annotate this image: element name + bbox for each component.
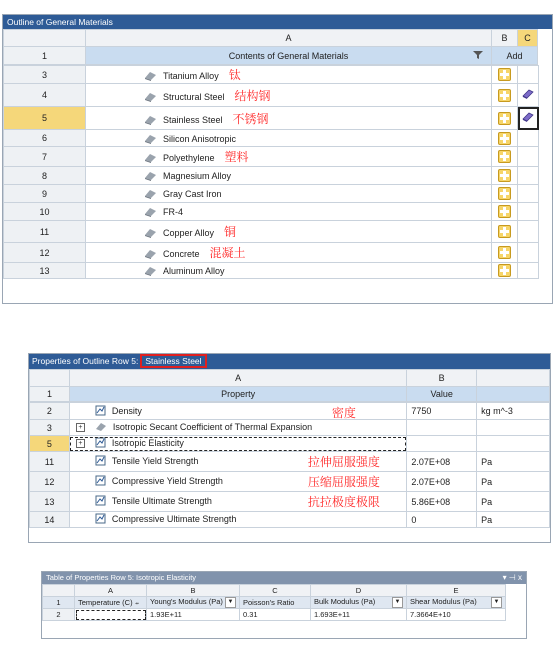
row-number: 2 [43,609,75,621]
source-cell[interactable] [518,243,539,263]
material-row[interactable] [4,263,539,279]
material-name-cell[interactable] [86,66,492,84]
youngs-modulus-label: Young's Modulus (Pa) [150,597,223,606]
row-number: 2 [30,403,70,420]
row-number: 1 [30,387,70,402]
property-name-cell[interactable] [69,452,406,472]
add-icon[interactable] [498,89,511,102]
material-name: Gray Cast Iron [163,189,222,200]
sort-icon[interactable]: ⍆ [134,597,140,607]
material-icon [144,265,157,278]
property-icon [95,495,106,508]
material-name-cell[interactable] [86,221,492,243]
property-name: Compressive Yield Strength [111,475,223,486]
add-to-project-cell[interactable] [492,203,518,221]
property-name-cell[interactable] [69,403,406,420]
row-number: 7 [4,147,86,167]
column-header-row [4,30,538,47]
material-row[interactable] [4,243,539,263]
property-icon [95,405,106,418]
property-icon [95,455,106,468]
youngs-modulus-cell[interactable]: 1.93E+11 [147,609,240,621]
chinese-annotation: 混凝土 [209,246,246,261]
row-number: 1 [4,47,86,65]
material-name: Magnesium Alloy [163,171,232,182]
book-icon[interactable] [522,89,534,102]
properties-title [29,354,550,369]
chinese-annotation: 铜 [224,225,237,240]
add-to-project-cell[interactable] [492,167,518,185]
add-icon[interactable] [498,187,511,200]
material-name: Aluminum Alloy [163,266,225,277]
property-name-cell[interactable] [69,436,406,452]
bulk-modulus-label: Bulk Modulus (Pa) [314,597,376,606]
properties-title-material: Stainless Steel [140,354,206,368]
property-row[interactable] [30,472,550,492]
material-name-cell[interactable] [86,107,492,130]
temperature-header-label: Temperature (C) [78,597,133,607]
property-icon [95,437,106,450]
material-row[interactable] [4,203,539,221]
properties-column-header-row [30,370,550,387]
row-number: 11 [30,452,70,472]
property-name-cell[interactable] [69,492,406,512]
property-row[interactable] [30,436,550,452]
material-name-cell[interactable] [86,243,492,263]
row-number: 5 [30,436,70,452]
source-cell[interactable] [518,66,539,84]
material-name-cell[interactable] [86,185,492,203]
filter-icon[interactable] [473,50,483,62]
material-icon [144,248,157,261]
material-name: Polyethylene [163,153,215,164]
properties-title-prefix: Properties of Outline Row 5: [32,356,139,366]
source-cell[interactable] [518,221,539,243]
add-icon[interactable] [498,225,511,238]
row-number: 9 [4,185,86,203]
elasticity-title-text: Table of Properties Row 5: Isotropic Elasticity [46,573,197,582]
chinese-annotation: 压缩屈服强度 [307,475,380,489]
elasticity-header-row [43,597,506,609]
row-number: 12 [30,472,70,492]
material-name-cell[interactable] [86,130,492,147]
shear-modulus-label: Shear Modulus (Pa) [410,597,477,606]
property-icon [95,513,106,526]
row-number: 14 [30,512,70,528]
row-number: 3 [4,66,86,84]
material-row[interactable] [4,107,539,130]
property-value-cell[interactable]: 5.86E+08 [407,492,477,512]
property-unit-cell[interactable]: Pa [477,512,550,528]
temperature-cell[interactable] [75,609,147,621]
chinese-annotation: 钛 [228,68,241,82]
chevron-down-icon[interactable]: ▼ [225,597,236,608]
property-row[interactable] [30,403,550,420]
property-name: Isotropic Secant Coefficient of Thermal Expansion [112,421,313,432]
material-name-cell[interactable] [86,263,492,279]
property-unit-cell[interactable]: Pa [477,492,550,512]
property-unit-cell[interactable]: Pa [477,472,550,492]
column-header-c[interactable]: C [240,585,311,597]
row-number: 11 [4,221,86,243]
properties-table [29,369,550,402]
row-number: 13 [4,263,86,279]
material-icon [144,114,157,127]
outline-table [3,29,538,65]
corner-cell [30,370,70,387]
properties-body [29,402,550,528]
material-row[interactable] [4,66,539,84]
material-name: Stainless Steel [163,114,223,125]
source-cell[interactable] [518,84,539,107]
column-header-c [477,370,550,387]
chinese-annotation: 密度 [331,406,356,420]
outline-panel [2,14,553,304]
row-number: 6 [4,130,86,147]
book-icon[interactable] [522,112,534,125]
property-name: Tensile Ultimate Strength [111,495,212,506]
property-unit-cell[interactable]: kg m^-3 [477,403,550,420]
properties-panel [28,353,551,543]
material-name-cell[interactable] [86,167,492,185]
add-to-project-cell[interactable] [492,243,518,263]
property-value-cell[interactable] [407,436,477,452]
bulk-modulus-cell[interactable]: 1.693E+11 [311,609,407,621]
material-name: Silicon Anisotropic [163,133,237,144]
add-to-project-cell[interactable] [492,107,518,130]
material-row[interactable] [4,167,539,185]
property-name: Isotropic Elasticity [111,437,184,448]
material-row[interactable] [4,130,539,147]
corner-cell [4,30,86,47]
elasticity-panel [41,571,527,639]
elasticity-table [42,584,506,621]
property-name: Tensile Yield Strength [111,455,199,466]
add-to-project-cell[interactable] [492,263,518,279]
source-cell[interactable] [518,130,539,147]
source-cell[interactable] [518,203,539,221]
source-cell[interactable] [518,107,539,130]
property-row[interactable] [30,512,550,528]
corner-cell [43,585,75,597]
chinese-annotation: 不锈钢 [232,111,269,126]
source-cell[interactable] [518,263,539,279]
chevron-down-icon[interactable]: ▼ [491,597,502,608]
shear-modulus-cell[interactable]: 7.3664E+10 [407,609,506,621]
poissons-ratio-header: Poisson's Ratio [240,597,311,609]
elasticity-column-header-row [43,585,506,597]
material-icon [144,133,157,146]
add-icon[interactable] [498,132,511,145]
material-icon [144,188,157,201]
material-icon [144,70,157,83]
properties-header-row [30,387,550,402]
row-number: 5 [4,107,86,130]
row-number: 10 [4,203,86,221]
outline-title: Outline of General Materials [3,15,552,29]
material-icon [144,152,157,165]
material-icon [144,170,157,183]
property-unit-cell[interactable]: Pa [477,452,550,472]
property-header: Property [69,387,406,402]
property-icon [95,421,107,434]
property-row[interactable] [30,420,550,436]
property-unit-cell[interactable] [477,420,550,436]
property-name-cell[interactable] [69,472,406,492]
material-row[interactable] [4,221,539,243]
add-icon[interactable] [498,68,511,81]
property-unit-cell[interactable] [477,436,550,452]
add-icon[interactable] [498,205,511,218]
source-cell[interactable] [518,185,539,203]
source-cell[interactable] [518,167,539,185]
add-to-project-cell[interactable] [492,84,518,107]
add-icon[interactable] [498,112,511,125]
chinese-annotation: 结构钢 [234,88,271,103]
row-number: 3 [30,420,70,436]
material-name: FR-4 [163,207,183,218]
property-value-cell[interactable]: 2.07E+08 [407,472,477,492]
column-header-b[interactable]: B [407,370,477,387]
poissons-ratio-cell[interactable]: 0.31 [240,609,311,621]
add-to-project-cell[interactable] [492,147,518,167]
add-to-project-cell[interactable] [492,221,518,243]
value-header: Value [407,387,477,402]
source-cell[interactable] [518,147,539,167]
property-name-cell[interactable] [69,420,406,436]
add-to-project-cell[interactable] [492,66,518,84]
expand-icon[interactable]: + [76,439,85,448]
column-header-a[interactable]: A [69,370,406,387]
material-name: Concrete [163,249,200,260]
add-icon[interactable] [498,169,511,182]
add-to-project-cell[interactable] [492,185,518,203]
material-name-cell[interactable] [86,147,492,167]
add-icon[interactable] [498,246,511,259]
property-name: Compressive Ultimate Strength [111,513,237,524]
material-row[interactable] [4,147,539,167]
row-number: 1 [43,597,75,609]
add-icon[interactable] [498,150,511,163]
property-value-cell[interactable]: 2.07E+08 [407,452,477,472]
row-number: 13 [30,492,70,512]
column-header-b[interactable]: B [147,585,240,597]
property-row[interactable] [30,492,550,512]
property-icon [95,475,106,488]
outline-body [3,65,539,279]
panel-controls[interactable]: ▾ ⊣ x [502,573,522,582]
material-row[interactable] [4,84,539,107]
bulk-modulus-header [311,597,407,609]
add-icon[interactable] [498,264,511,277]
material-name: Structural Steel [163,91,225,102]
contents-header [86,47,492,65]
add-header: Add [492,47,538,65]
shear-modulus-header [407,597,506,609]
property-name: Density [111,405,142,416]
row-number: 12 [4,243,86,263]
column-header-a[interactable]: A [86,30,492,47]
property-value-cell[interactable] [407,420,477,436]
material-name: Copper Alloy [163,228,215,239]
property-value-cell[interactable]: 0 [407,512,477,528]
youngs-modulus-header [147,597,240,609]
row-number: 8 [4,167,86,185]
material-name-cell[interactable] [86,203,492,221]
column-header-a[interactable]: A [75,585,147,597]
material-icon [144,227,157,240]
add-to-project-cell[interactable] [492,130,518,147]
material-row[interactable] [4,185,539,203]
outline-header-row [4,47,538,65]
chevron-down-icon[interactable]: ▼ [392,597,403,608]
material-icon [144,206,157,219]
column-header-c[interactable]: C [518,30,538,47]
contents-header-label: Contents of General Materials [228,50,349,61]
temperature-header [75,597,147,609]
expand-icon[interactable]: + [76,423,85,432]
material-name: Titanium Alloy [163,71,219,81]
elasticity-title [42,572,526,584]
chinese-annotation: 抗拉极度极限 [307,495,380,509]
chinese-annotation: 塑料 [224,150,249,165]
material-name-cell[interactable] [86,84,492,107]
property-row[interactable] [30,452,550,472]
column-header-b[interactable]: B [492,30,518,47]
unit-header [477,387,550,402]
row-number: 4 [4,84,86,107]
property-name-cell[interactable] [69,512,406,528]
elasticity-data-row [43,609,506,621]
property-value-cell[interactable]: 7750 [407,403,477,420]
column-header-d[interactable]: D [311,585,407,597]
chinese-annotation: 拉伸屈服强度 [307,455,380,469]
column-header-e[interactable]: E [407,585,506,597]
material-icon [144,91,157,104]
